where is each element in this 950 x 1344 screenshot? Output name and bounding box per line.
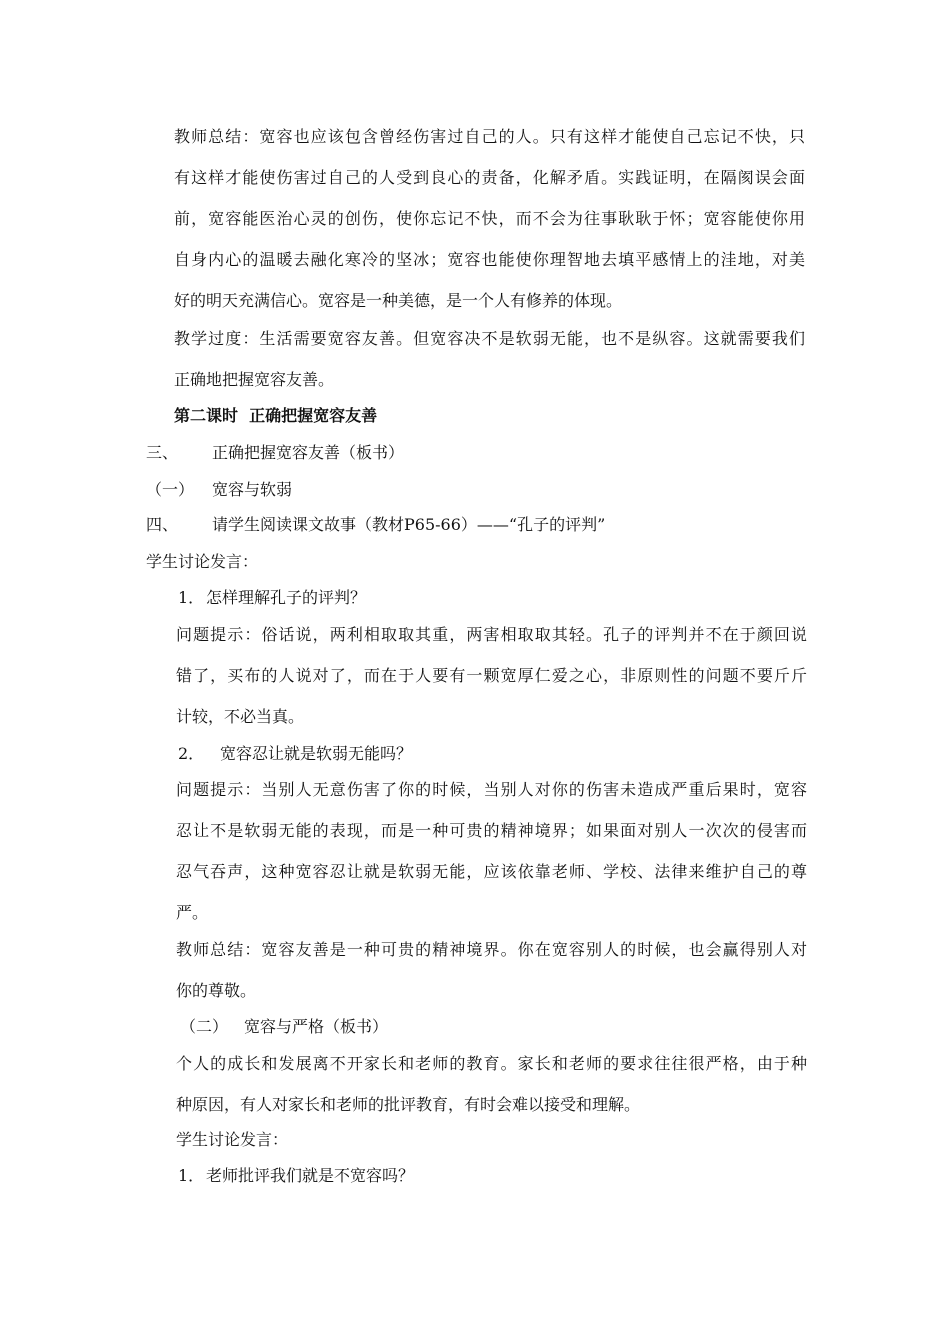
question3-text: 老师批评我们就是不宽容吗？ <box>206 1166 415 1185</box>
question2-text: 宽容忍让就是软弱无能吗？ <box>220 744 413 763</box>
hint1-line-2: 错了，买布的人说对了，而在于人要有一颗宽厚仁爱之心，非原则性的问题不要斤斤 <box>176 666 807 685</box>
summary2-line-1: 教师总结：宽容友善是一种可贵的精神境界。你在宽容别人的时候，也会赢得别人对 <box>176 940 807 959</box>
discussion-label-1: 学生讨论发言： <box>146 552 259 571</box>
hint2-line-3: 忍气吞声，这种宽容忍让就是软弱无能，应该依靠老师、学校、法律来维护自己的尊 <box>176 862 807 881</box>
summary1-line-3: 前，宽容能医治心灵的创伤，使你忘记不快，而不会为往事耿耿于怀；宽容能使你用 <box>174 209 805 228</box>
hint2-line-1: 问题提示：当别人无意伤害了你的时候，当别人对你的伤害未造成严重后果时，宽容 <box>176 780 807 799</box>
summary1-line-2: 有这样才能使伤害过自己的人受到良心的责备，化解矛盾。实践证明，在隔阂误会面 <box>174 168 805 187</box>
section4-heading: 请学生阅读课文故事（教材P65-66）——“孔子的评判” <box>212 515 606 534</box>
question1-text: 怎样理解孔子的评判？ <box>206 588 367 607</box>
question3-number: 1． <box>178 1166 205 1185</box>
summary1-line-4: 自身内心的温暖去融化寒冷的坚冰；宽容也能使你理智地去填平感情上的洼地，对美 <box>174 250 805 269</box>
section3-number: 三、 <box>146 443 179 462</box>
growth-line-1: 个人的成长和发展离不开家长和老师的教育。家长和老师的要求往往很严格，由于种 <box>176 1054 807 1073</box>
hint1-line-1: 问题提示：俗话说，两利相取取其重，两害相取取其轻。孔子的评判并不在于颜回说 <box>176 625 807 644</box>
summary2-line-2: 你的尊敬。 <box>176 981 257 1000</box>
discussion-label-2: 学生讨论发言： <box>176 1130 289 1149</box>
sub2-number: （二） <box>180 1017 229 1036</box>
lesson-title: 第二课时 正确把握宽容友善 <box>174 406 378 425</box>
sub1-heading: 宽容与软弱 <box>212 480 293 499</box>
section3-heading: 正确把握宽容友善（板书） <box>212 443 405 462</box>
hint2-line-4: 严。 <box>176 903 209 922</box>
question2-number: 2． <box>178 744 205 763</box>
sub1-number: （一） <box>146 480 195 499</box>
hint2-line-2: 忍让不是软弱无能的表现，而是一种可贵的精神境界；如果面对别人一次次的侵害而 <box>176 821 807 840</box>
summary1-line-1: 教师总结：宽容也应该包含曾经伤害过自己的人。只有这样才能使自己忘记不快，只 <box>174 127 805 146</box>
hint1-line-3: 计较，不必当真。 <box>176 707 305 726</box>
transition-line-1: 教学过度：生活需要宽容友善。但宽容决不是软弱无能，也不是纵容。这就需要我们 <box>174 329 805 348</box>
summary1-line-5: 好的明天充满信心。宽容是一种美德，是一个人有修养的体现。 <box>174 291 623 310</box>
question1-number: 1． <box>178 588 205 607</box>
section4-number: 四、 <box>146 515 179 534</box>
sub2-heading: 宽容与严格（板书） <box>244 1017 389 1036</box>
transition-line-2: 正确地把握宽容友善。 <box>174 370 335 389</box>
growth-line-2: 种原因，有人对家长和老师的批评教育，有时会难以接受和理解。 <box>176 1095 641 1114</box>
